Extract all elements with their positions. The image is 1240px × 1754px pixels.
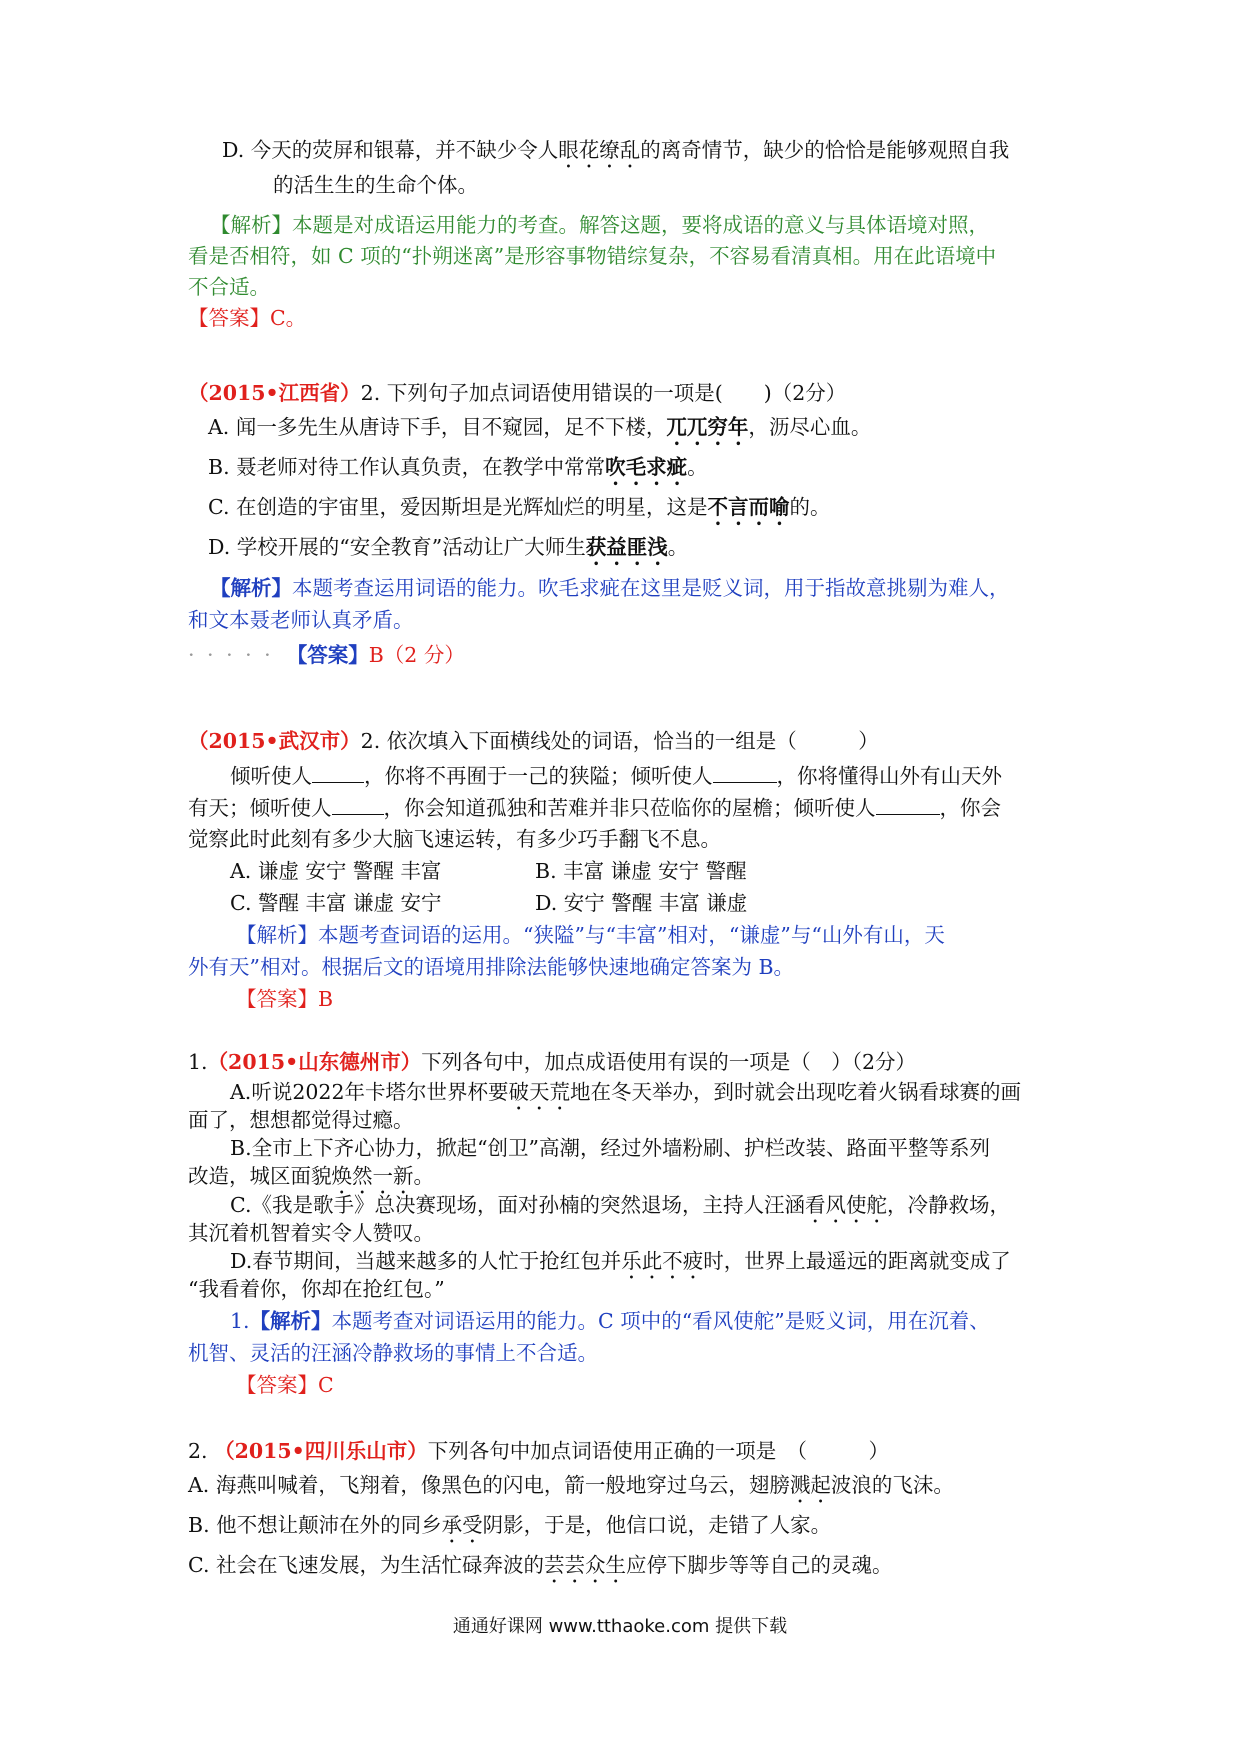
option-b: B. 丰富 谦虚 安宁 警醒 [535, 859, 747, 883]
passage-line: 有天；倾听使人 ，你会知道孤独和苦难并非只莅临你的屋檐；倾听使人 ，你会 [188, 792, 1001, 823]
source-tag: （2015•江西省） [188, 381, 361, 405]
page-footer: 通通好课网 www.tthaoke.com 提供下载 [452, 1616, 788, 1637]
option-d: D. 今天的荧屏和银幕，并不缺少令人眼花缭乱的离奇情节，缺少的恰恰是能够观照自我 [222, 138, 1010, 162]
answer-line: 【答案】C [236, 1373, 334, 1397]
passage-line: 觉察此时此刻有多少大脑飞速运转，有多少巧手翻飞不息。 [188, 827, 721, 851]
option-a: A. 谦虚 安宁 警醒 丰富 [230, 859, 442, 883]
answer-line: · · · · · 【答案】B（2 分） [188, 643, 465, 667]
option-b: B.全市上下齐心协力，掀起“创卫”高潮，经过外墙粉刷、护栏改装、路面平整等系列 [230, 1136, 991, 1160]
option-d-cont: 的活生生的生命个体。 [273, 173, 478, 197]
question-stem: 2. （2015•四川乐山市）下列各句中加点词语使用正确的一项是 （ ） [188, 1439, 890, 1463]
question-stem: （2015•武汉市）2. 依次填入下面横线处的词语，恰当的一组是（ ） [188, 729, 879, 753]
analysis-line: 1.【解析】本题考查对词语运用的能力。C 项中的“看风使舵”是贬义词，用在沉着、 [230, 1309, 990, 1333]
answer-line: 【答案】C。 [188, 306, 307, 330]
question-stem: （2015•江西省）2. 下列句子加点词语使用错误的一项是( )（2分） [188, 381, 847, 405]
analysis-line: 【解析】本题考查运用词语的能力。吹毛求疵在这里是贬义词，用于指故意挑剔为难人， [210, 576, 1010, 600]
option-a: A. 海燕叫喊着，飞翔着，像黑色的闪电，箭一般地穿过乌云，翅膀溅起波浪的飞沫。 [188, 1473, 954, 1497]
analysis-line: 和文本聂老师认真矛盾。 [188, 608, 414, 632]
option-a: A. 闻一多先生从唐诗下手，目不窥园，足不下楼，兀兀穷年，沥尽心血。 [208, 415, 872, 439]
analysis-line: 机智、灵活的汪涵冷静救场的事情上不合适。 [188, 1341, 598, 1365]
option-d: D. 学校开展的“安全教育”活动让广大师生获益匪浅。 [208, 535, 689, 559]
option-b: B. 聂老师对待工作认真负责，在教学中常常吹毛求疵。 [208, 455, 708, 479]
analysis-line: 【解析】本题考查词语的运用。“狭隘”与“丰富”相对，“谦虚”与“山外有山，天 [236, 923, 945, 947]
option-a: A.听说2022年卡塔尔世界杯要破天荒地在冬天举办，到时就会出现吃着火锅看球赛的画 [230, 1080, 1021, 1104]
passage-line: 倾听使人 ，你将不再囿于一己的狭隘；倾听使人 ，你将懂得山外有山天外 [230, 760, 1002, 791]
analysis-line: 不合适。 [188, 275, 270, 299]
option-b: B. 他不想让颠沛在外的同乡承受阴影，于是，他信口说，走错了人家。 [188, 1513, 832, 1537]
source-tag: （2015•武汉市） [188, 729, 361, 753]
option-c: C. 警醒 丰富 谦虚 安宁 [230, 891, 442, 915]
option-c: C. 社会在飞速发展，为生活忙碌奔波的芸芸众生应停下脚步等等自己的灵魂。 [188, 1553, 893, 1577]
option-b-cont: 改造，城区面貌焕然一新。 [188, 1164, 434, 1188]
answer-line: 【答案】B [236, 987, 334, 1011]
option-d: D.春节期间，当越来越多的人忙于抢红包并乐此不疲时，世界上最遥远的距离就变成了 [230, 1249, 1011, 1273]
option-c: C.《我是歌手》总决赛现场，面对孙楠的突然退场，主持人汪涵看风使舵，冷静救场， [230, 1193, 1010, 1217]
analysis-line: 看是否相符，如 C 项的“扑朔迷离”是形容事物错综复杂，不容易看清真相。用在此语境中 [188, 244, 997, 268]
source-tag: （2015•四川乐山市） [214, 1439, 428, 1463]
analysis-line: 外有天”相对。根据后文的语境用排除法能够快速地确定答案为 B。 [188, 955, 795, 979]
analysis-line: 【解析】本题是对成语运用能力的考查。解答这题，要将成语的意义与具体语境对照， [210, 213, 989, 237]
source-tag: （2015•山东德州市） [207, 1050, 422, 1074]
option-d: D. 安宁 警醒 丰富 谦虚 [535, 891, 748, 915]
option-d-cont: “我看着你，你却在抢红包。” [188, 1277, 445, 1301]
option-c-cont: 其沉着机智着实令人赞叹。 [188, 1221, 434, 1245]
question-stem: 1.（2015•山东德州市）下列各句中，加点成语使用有误的一项是（ ）（2分） [188, 1050, 917, 1074]
option-a-cont: 面了，想想都觉得过瘾。 [188, 1108, 414, 1132]
option-c: C. 在创造的宇宙里，爱因斯坦是光辉灿烂的明星，这是不言而喻的。 [208, 495, 831, 519]
